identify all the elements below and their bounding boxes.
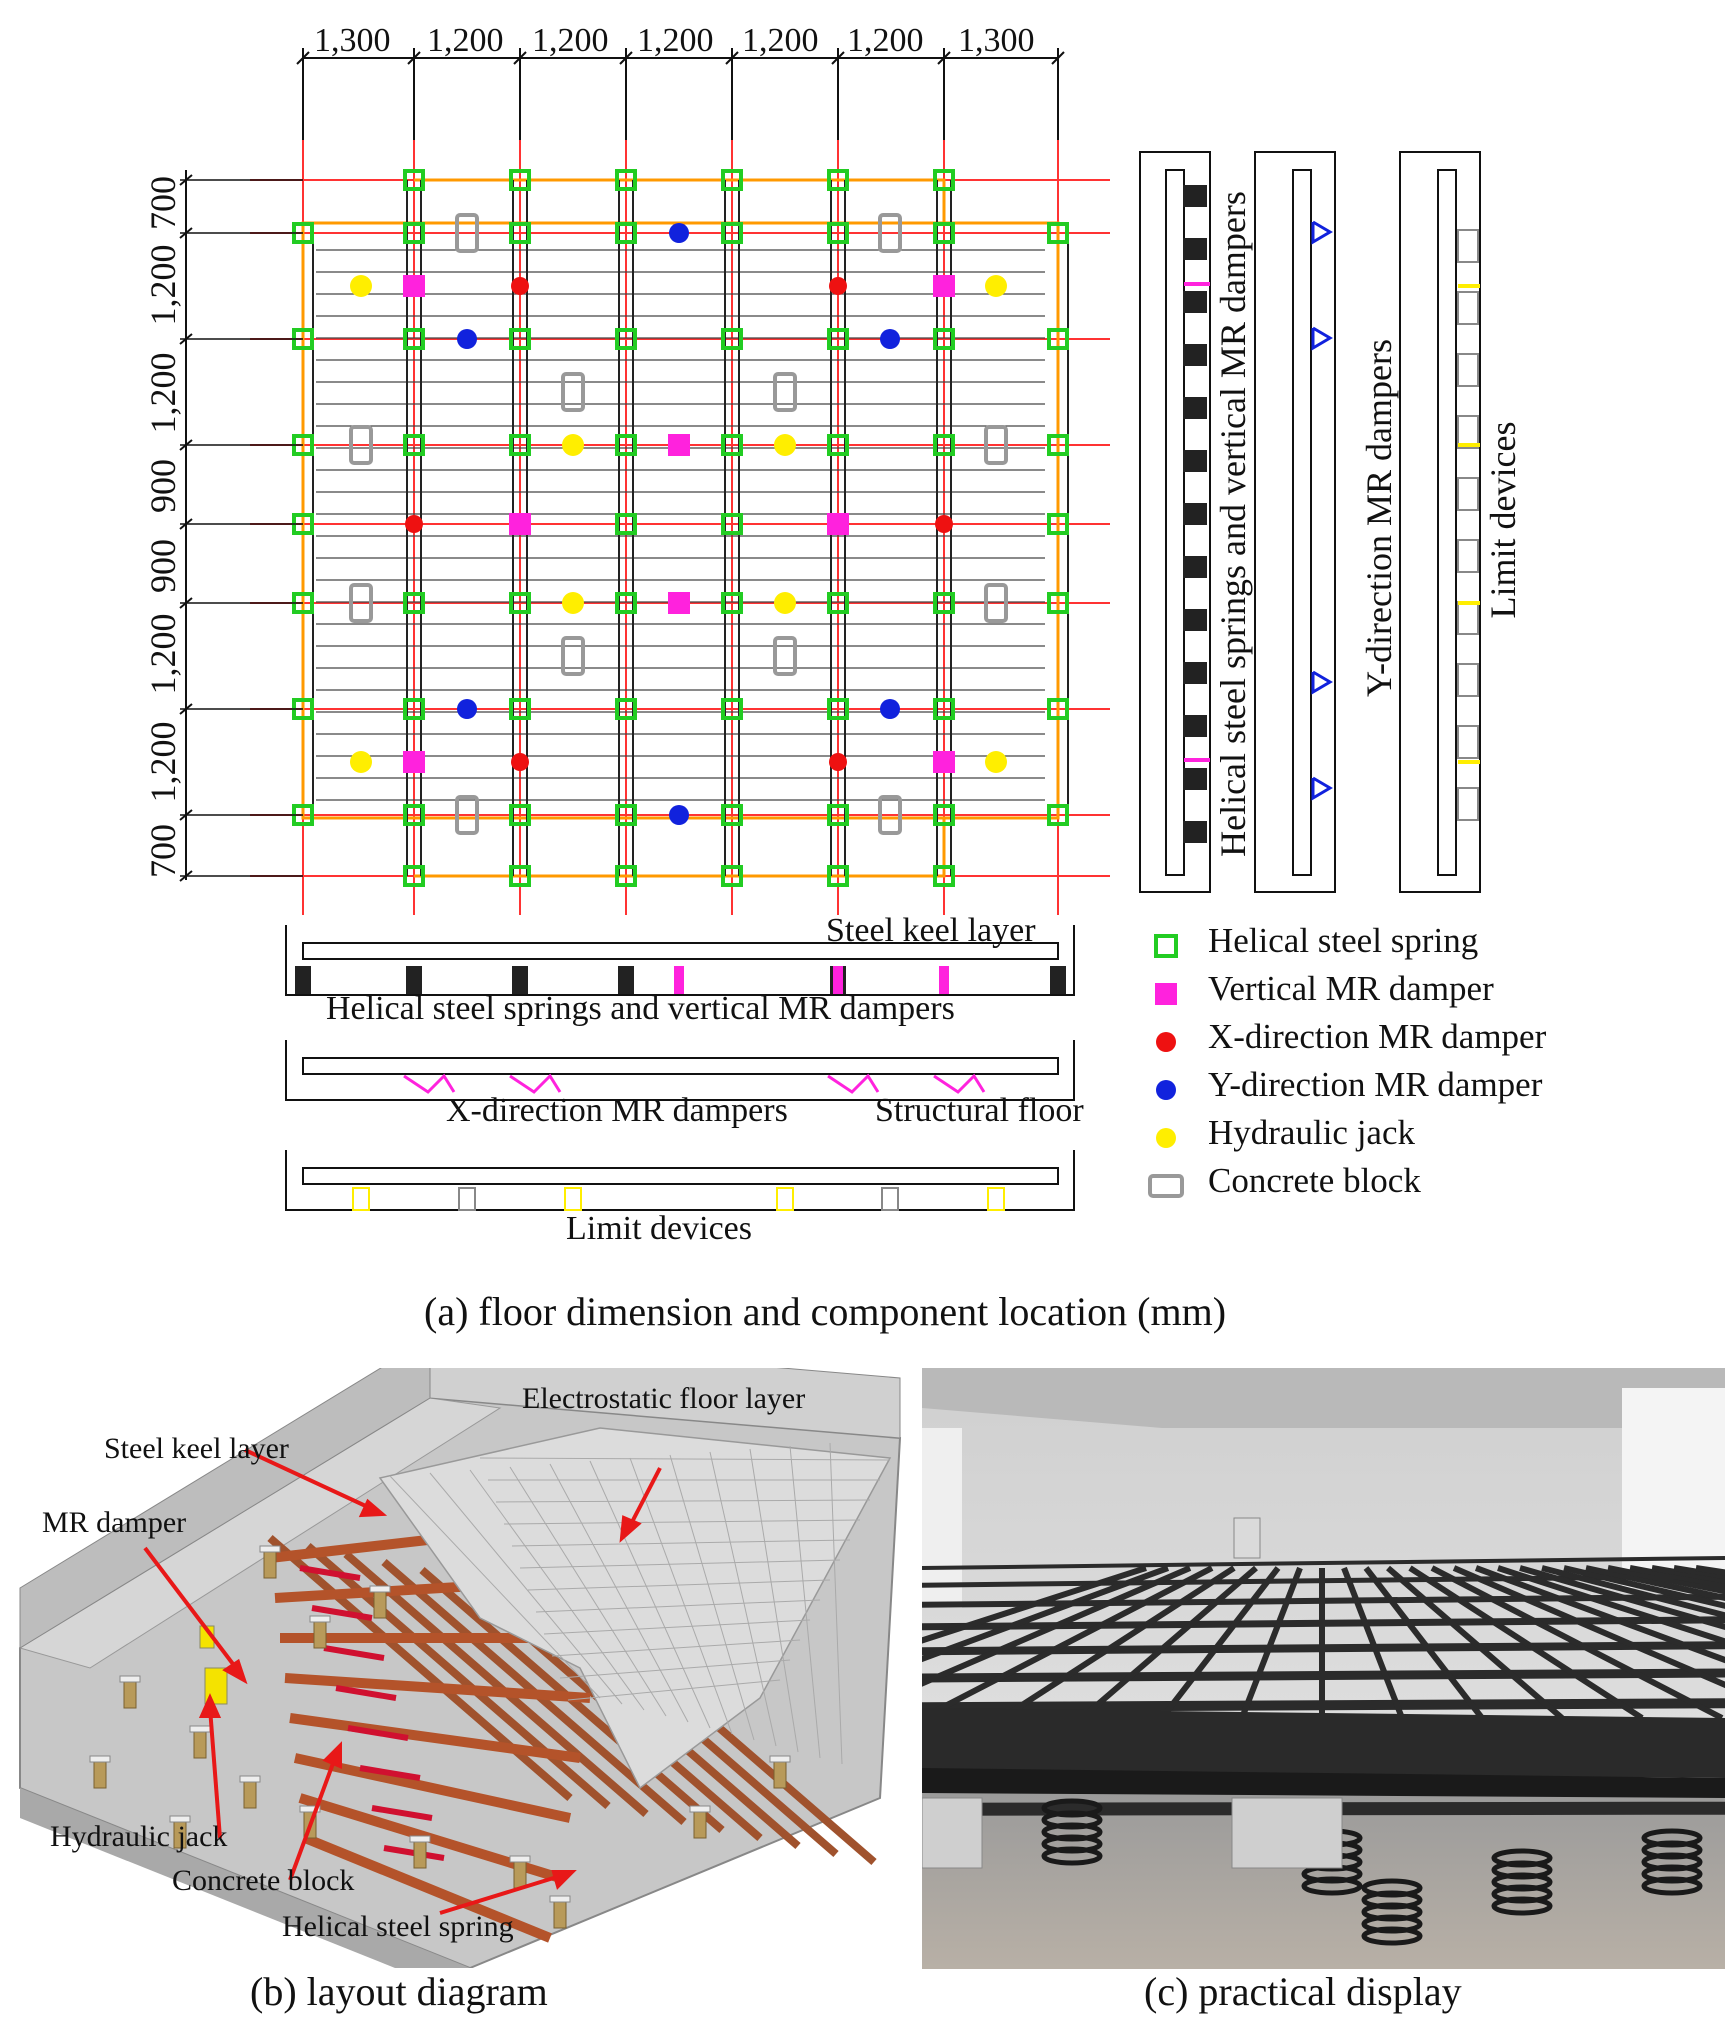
side-view-2-y-damper <box>1313 328 1330 348</box>
spring-cap-3d <box>310 1616 330 1622</box>
y-damper-marker <box>669 805 689 825</box>
x-damper-marker <box>405 515 423 533</box>
side-view-2-beam <box>1293 170 1311 875</box>
hydraulic-jack-marker <box>774 434 796 456</box>
dim-top-7: 1,300 <box>958 22 1035 59</box>
spring-3d <box>94 1760 106 1788</box>
spring-cap-3d <box>770 1756 790 1762</box>
side-view-3-limit <box>1458 726 1478 758</box>
section-limit-device <box>353 1188 369 1210</box>
side-view-3-limit <box>1458 230 1478 262</box>
legend-label-vertical: Vertical MR damper <box>1208 969 1494 1008</box>
spring-cap-3d <box>120 1676 140 1682</box>
spring-3d <box>514 1860 526 1888</box>
side-view-1-spring <box>1183 185 1207 207</box>
caption-c: (c) practical display <box>1144 1969 1462 2014</box>
side-view-2-y-damper <box>1313 222 1330 242</box>
vertical-damper-marker <box>668 434 690 456</box>
legend-markers <box>1150 936 1182 1196</box>
section-views <box>286 925 1074 1210</box>
legend-label-y: Y-direction MR damper <box>1208 1065 1543 1104</box>
spring-cap-3d <box>260 1546 280 1552</box>
y-damper-marker <box>457 329 477 349</box>
ld-label-helical-spring: Helical steel spring <box>282 1910 514 1943</box>
section-x-damper <box>510 1076 560 1092</box>
dim-left-8: 700 <box>143 824 183 878</box>
dim-left-2: 1,200 <box>143 244 183 326</box>
frame-bottom <box>414 818 944 876</box>
side-view-1-spring <box>1183 609 1207 631</box>
section-x-damper <box>934 1076 984 1092</box>
side-view-1-spring <box>1183 768 1207 790</box>
plan-grid <box>250 130 1110 915</box>
side-view-2-y-damper <box>1313 672 1330 692</box>
side-view-1-spring <box>1183 344 1207 366</box>
legend-label-spring: Helical steel spring <box>1208 921 1479 960</box>
spring-3d <box>244 1780 256 1808</box>
vertical-damper-marker <box>403 275 425 297</box>
side-view-1-spring <box>1183 397 1207 419</box>
section-spring <box>295 966 311 994</box>
dim-top-3: 1,200 <box>532 22 609 59</box>
section-limit-device <box>777 1188 793 1210</box>
side-view-3-beam <box>1438 170 1456 875</box>
spring-3d <box>694 1810 706 1838</box>
x-damper-marker <box>511 277 529 295</box>
spring-3d <box>194 1730 206 1758</box>
side-view-1-spring <box>1183 821 1207 843</box>
spring-3d <box>374 1590 386 1618</box>
legend-marker-spring <box>1156 936 1176 956</box>
legend-marker-dot <box>1156 1080 1176 1100</box>
hydraulic-jack-marker <box>350 751 372 773</box>
y-damper-marker <box>880 329 900 349</box>
ld-label-mr-damper: MR damper <box>42 1506 187 1539</box>
side-view-1-spring <box>1183 556 1207 578</box>
spring-cap-3d <box>240 1776 260 1782</box>
x-damper-marker <box>935 515 953 533</box>
dim-top-2: 1,200 <box>427 22 504 59</box>
dim-top-1: 1,300 <box>314 22 391 59</box>
hydraulic-jack-marker <box>985 751 1007 773</box>
dim-top-6: 1,200 <box>847 22 924 59</box>
side-view-2-frame <box>1255 152 1335 892</box>
section-x-damper <box>828 1076 878 1092</box>
section-label-x-dampers: X-direction MR dampers <box>446 1092 788 1129</box>
section-spring <box>1050 966 1066 994</box>
section-slab <box>303 1168 1058 1184</box>
dim-left-1: 700 <box>143 176 183 230</box>
vertical-damper-marker <box>827 513 849 535</box>
frame-top <box>414 180 944 223</box>
caption-b: (b) layout diagram <box>250 1969 548 2014</box>
hydraulic-jack-marker <box>562 592 584 614</box>
spring-3d <box>774 1760 786 1788</box>
section-x-damper <box>404 1076 454 1092</box>
legend-marker-vertical <box>1155 983 1177 1005</box>
section-label-steel-keel: Steel keel layer <box>826 912 1036 949</box>
spring-3d <box>414 1840 426 1868</box>
section-frame <box>286 1150 1074 1210</box>
side-view-3-limit <box>1458 540 1478 572</box>
legend-label-x: X-direction MR damper <box>1208 1017 1547 1056</box>
side-view-3-limit <box>1458 292 1478 324</box>
ld-label-electrostatic: Electrostatic floor layer <box>522 1382 806 1415</box>
spring-cap-3d <box>370 1586 390 1592</box>
side-label-springs: Helical steel springs and vertical MR dampers <box>1213 191 1253 857</box>
x-damper-marker <box>829 277 847 295</box>
legend-marker-block <box>1150 1176 1182 1196</box>
legend-label-block: Concrete block <box>1208 1161 1421 1200</box>
side-view-3-limit <box>1458 602 1478 634</box>
legend-label-jack: Hydraulic jack <box>1208 1113 1415 1152</box>
spring-3d <box>124 1680 136 1708</box>
vertical-damper-marker <box>403 751 425 773</box>
section-label-limit: Limit devices <box>566 1210 753 1247</box>
section-slab <box>303 1058 1058 1074</box>
dim-top-4: 1,200 <box>637 22 714 59</box>
practical-photo <box>922 1368 1725 1969</box>
spring-cap-3d <box>510 1856 530 1862</box>
section-label-springs: Helical steel springs and vertical MR dampers <box>326 990 955 1027</box>
side-label-limit: Limit devices <box>1483 421 1523 619</box>
vertical-damper-marker <box>933 275 955 297</box>
caption-a: (a) floor dimension and component location (mm) <box>424 1289 1227 1334</box>
spring-3d <box>314 1620 326 1648</box>
side-views <box>1140 152 1480 892</box>
section-label-structural-floor: Structural floor <box>875 1092 1084 1129</box>
side-view-1-spring <box>1183 238 1207 260</box>
vertical-damper-marker <box>668 592 690 614</box>
y-damper-marker <box>880 699 900 719</box>
side-view-2-y-damper <box>1313 778 1330 798</box>
side-view-3-limit <box>1458 664 1478 696</box>
hydraulic-jack-marker <box>774 592 796 614</box>
side-view-1-spring <box>1183 450 1207 472</box>
dim-left-3: 1,200 <box>143 352 183 434</box>
y-damper-marker <box>669 223 689 243</box>
spring-cap-3d <box>550 1896 570 1902</box>
ld-label-hydraulic-jack: Hydraulic jack <box>50 1820 228 1853</box>
side-view-1-spring <box>1183 715 1207 737</box>
legend-marker-dot <box>1156 1032 1176 1052</box>
dim-top-5: 1,200 <box>742 22 819 59</box>
hydraulic-jack-marker <box>985 275 1007 297</box>
section-limit-device <box>565 1188 581 1210</box>
side-view-1-beam <box>1166 170 1184 875</box>
x-damper-marker <box>511 753 529 771</box>
side-view-1-spring <box>1183 291 1207 313</box>
y-damper-marker <box>457 699 477 719</box>
spring-cap-3d <box>190 1726 210 1732</box>
vertical-damper-marker <box>933 751 955 773</box>
side-view-1-spring <box>1183 503 1207 525</box>
dim-left-6: 1,200 <box>143 613 183 695</box>
side-view-3-limit <box>1458 354 1478 386</box>
side-view-3-limit <box>1458 788 1478 820</box>
side-view-3-limit <box>1458 478 1478 510</box>
spring-cap-3d <box>410 1836 430 1842</box>
hydraulic-jack-marker <box>562 434 584 456</box>
side-view-1-spring <box>1183 662 1207 684</box>
side-label-y-dampers: Y-direction MR dampers <box>1359 339 1399 697</box>
vertical-damper-marker <box>509 513 531 535</box>
dim-left-7: 1,200 <box>143 721 183 803</box>
ld-label-concrete-block: Concrete block <box>172 1864 355 1897</box>
spring-3d <box>554 1900 566 1928</box>
section-limit-device <box>988 1188 1004 1210</box>
ld-label-steel-keel: Steel keel layer <box>104 1432 289 1465</box>
dim-left-5: 900 <box>143 539 183 593</box>
dim-left-4: 900 <box>143 459 183 513</box>
spring-cap-3d <box>690 1806 710 1812</box>
spring-cap-3d <box>90 1756 110 1762</box>
legend-marker-dot <box>1156 1128 1176 1148</box>
x-damper-marker <box>829 753 847 771</box>
spring-3d <box>264 1550 276 1578</box>
section-limit-device <box>882 1188 898 1210</box>
hydraulic-jack-marker <box>350 275 372 297</box>
section-limit-device <box>459 1188 475 1210</box>
